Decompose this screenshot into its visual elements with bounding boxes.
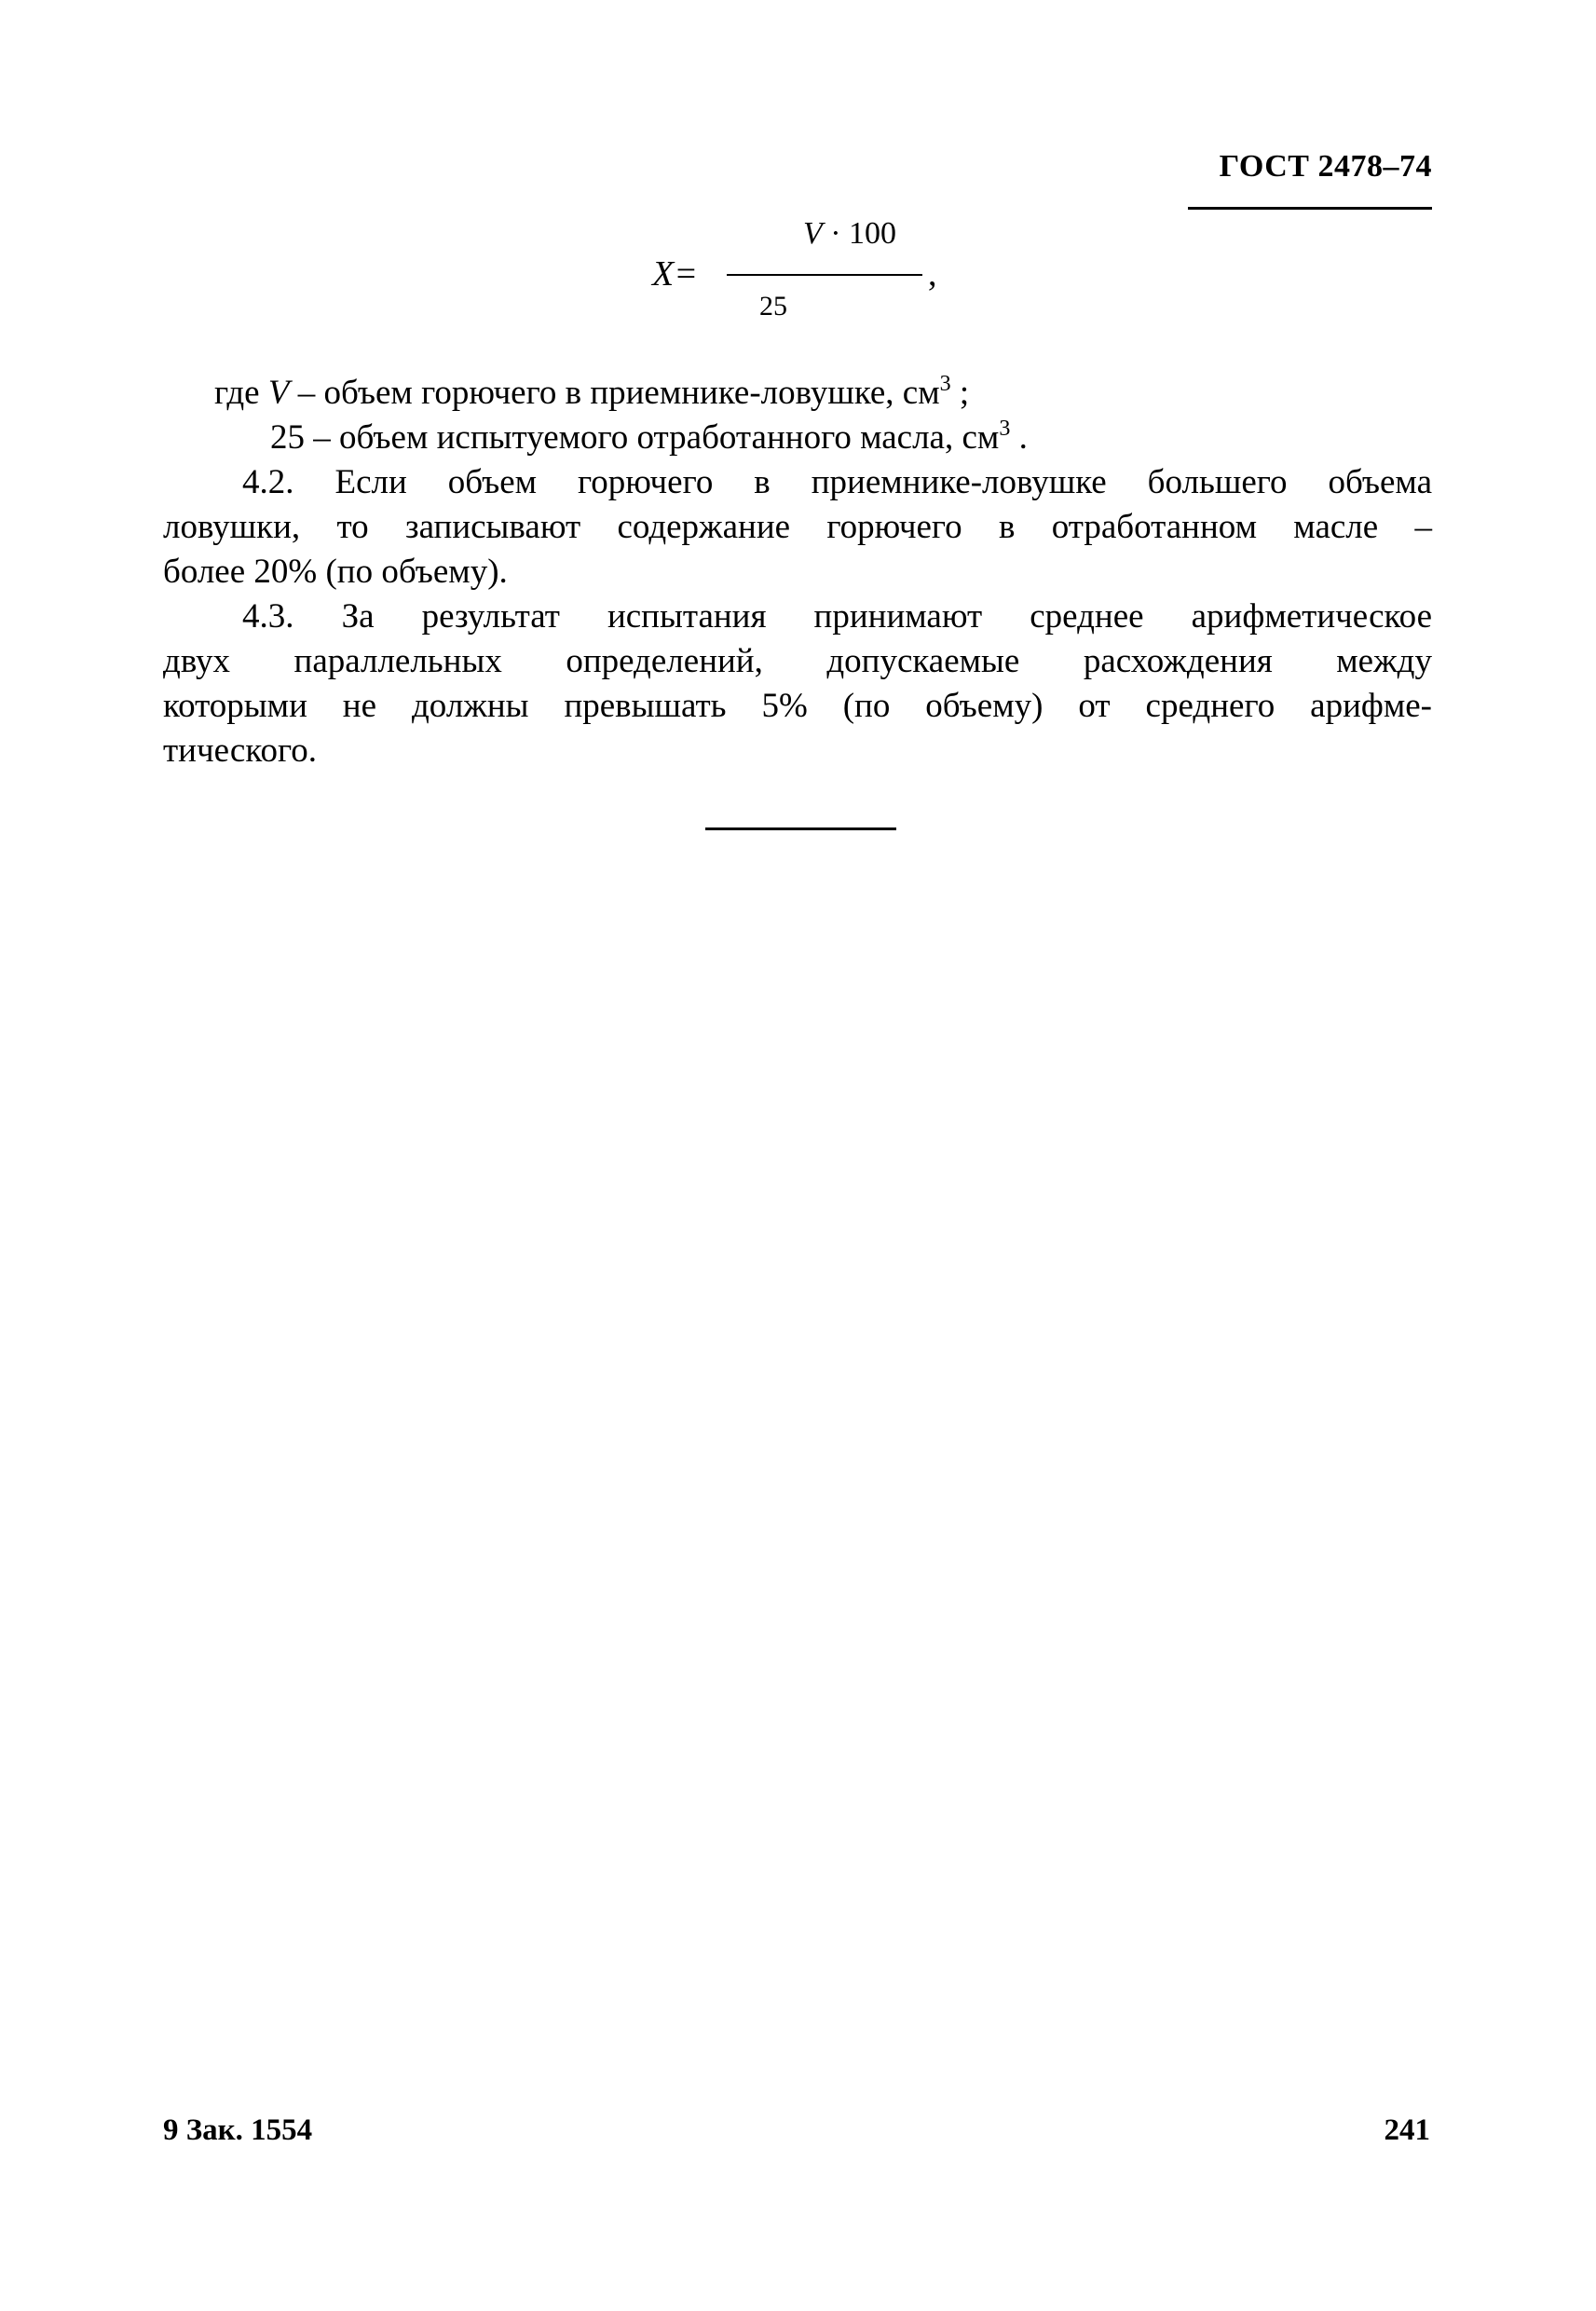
standard-header: ГОСТ 2478–74 [1219, 149, 1432, 184]
formula-comma: , [928, 254, 937, 294]
definition-var: V [267, 374, 290, 412]
footer-order: 9 Зак. 1554 [163, 2113, 313, 2147]
formula-denominator: 25 [759, 291, 787, 321]
formula-numerator [775, 216, 924, 252]
header-rule [1188, 207, 1432, 210]
section-4-2-line: более 20% (по объему). [163, 553, 508, 591]
end-rule [705, 827, 896, 830]
definition-line-25: 25 – объем испытуемого отработанного масла, $см^3$ . [270, 417, 1028, 457]
formula-numerator-var: V [802, 216, 823, 251]
page-number: 241 [1384, 2113, 1430, 2147]
definitions [163, 371, 1432, 460]
section-4-2-line: 4.2. Если объем горючего в приемнике-ловушке большего объема [242, 463, 1432, 501]
section-4-3-line: 4.3. За результат испытания принимают среднее арифметическое [242, 597, 1432, 636]
fraction-bar [727, 274, 922, 276]
section-4-3-line: которыми не должны превышать 5% (по объему) от среднего арифме- [163, 687, 1432, 725]
definition-line-v: где V – объем горючего в приемнике-ловушке, $см^3$ ; [214, 372, 970, 412]
section-4-3 [163, 595, 1432, 773]
section-4-2 [163, 460, 1432, 595]
section-4-2-line: ловушки, то записывают содержание горючего в отработанном масле – [163, 508, 1432, 546]
section-4-3-line: двух параллельных определений, допускаемые расхождения между [163, 642, 1432, 680]
section-4-3-line: тического. [163, 732, 317, 770]
formula-numerator-rest: · 100 [822, 216, 897, 251]
formula-lhs: X= [652, 254, 698, 294]
formula [652, 216, 950, 337]
